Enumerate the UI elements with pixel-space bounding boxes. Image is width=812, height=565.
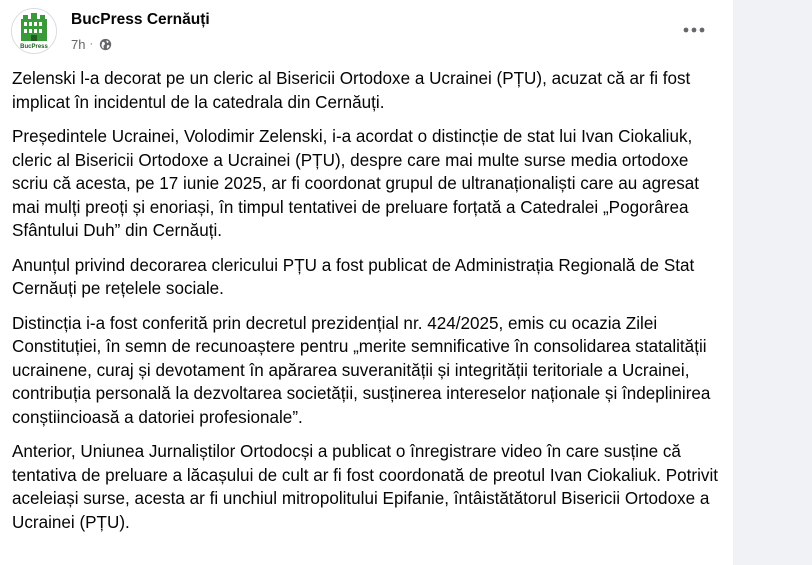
post-meta bbox=[71, 37, 112, 52]
post-paragraph: Distincția i-a fost conferită prin decretul prezidențial nr. 424/2025, emis cu ocazia Zilei Constituției, în semn de recunoaștere pentru „merite semnificative în consolidarea statalității ucrainene, curaj și devotament în apărarea suveranității și integrității teritoriale a Ucrainei, contribuția personală la dezvoltarea societății, susținerea intereselor naționale și îndeplinirea conștiincioasă a datoriei profesionale”. bbox=[12, 313, 711, 427]
more-options-button[interactable] bbox=[676, 12, 712, 48]
post-paragraph: Președintele Ucrainei, Volodimir Zelenski, i-a acordat o distincție de stat lui Ivan Ciokaliuk, cleric al Bisericii Ortodoxe a Ucrainei (PȚU), despre care mai multe surse media ortodoxe scriu că acesta, pe 17 iunie 2025, ar fi coordonat grupul de ultranaționaliști care au agresat mai mulți preoți și enoriași, în timpul tentativei de preluare forțată a Catedralei „Pogorârea Sfântului Duh” din Cernăuți. bbox=[12, 127, 700, 240]
more-horizontal-icon bbox=[682, 26, 706, 34]
bucpress-logo-icon bbox=[12, 9, 56, 53]
post-paragraph-headline: Zelenski l-a decorat pe un cleric al Bisericii Ortodoxe a Ucrainei (PȚU), acuzat că ar fi fost implicat în incidentul de la catedrala din Cernăuți. bbox=[12, 69, 691, 112]
avatar-label: BucPress bbox=[20, 44, 48, 50]
globe-icon[interactable] bbox=[99, 38, 112, 51]
post-paragraph: Anunțul privind decorarea clericului PȚU a fost publicat de Administrația Regională de Stat Cernăuți pe rețelele sociale. bbox=[12, 255, 695, 298]
post-time[interactable]: 7h bbox=[71, 37, 86, 52]
page-name[interactable]: BucPress Cernăuți bbox=[71, 11, 210, 28]
avatar[interactable] bbox=[11, 8, 57, 54]
meta-separator: · bbox=[89, 38, 94, 50]
post-header bbox=[0, 0, 733, 62]
page-background bbox=[733, 0, 812, 565]
post-text bbox=[12, 67, 724, 545]
post-paragraph: Anterior, Uniunea Jurnaliștilor Ortodocși a publicat o înregistrare video în care susține că tentativa de preluare a lăcașului de cult ar fi fost coordonată de preotul Ivan Ciokaliuk. Potrivit aceleiași surse, acesta ar fi unchiul mitropolitului Epifanie, întâistătătorul Bisericii Ortodoxe a Ucrainei (PȚU). bbox=[12, 442, 718, 532]
